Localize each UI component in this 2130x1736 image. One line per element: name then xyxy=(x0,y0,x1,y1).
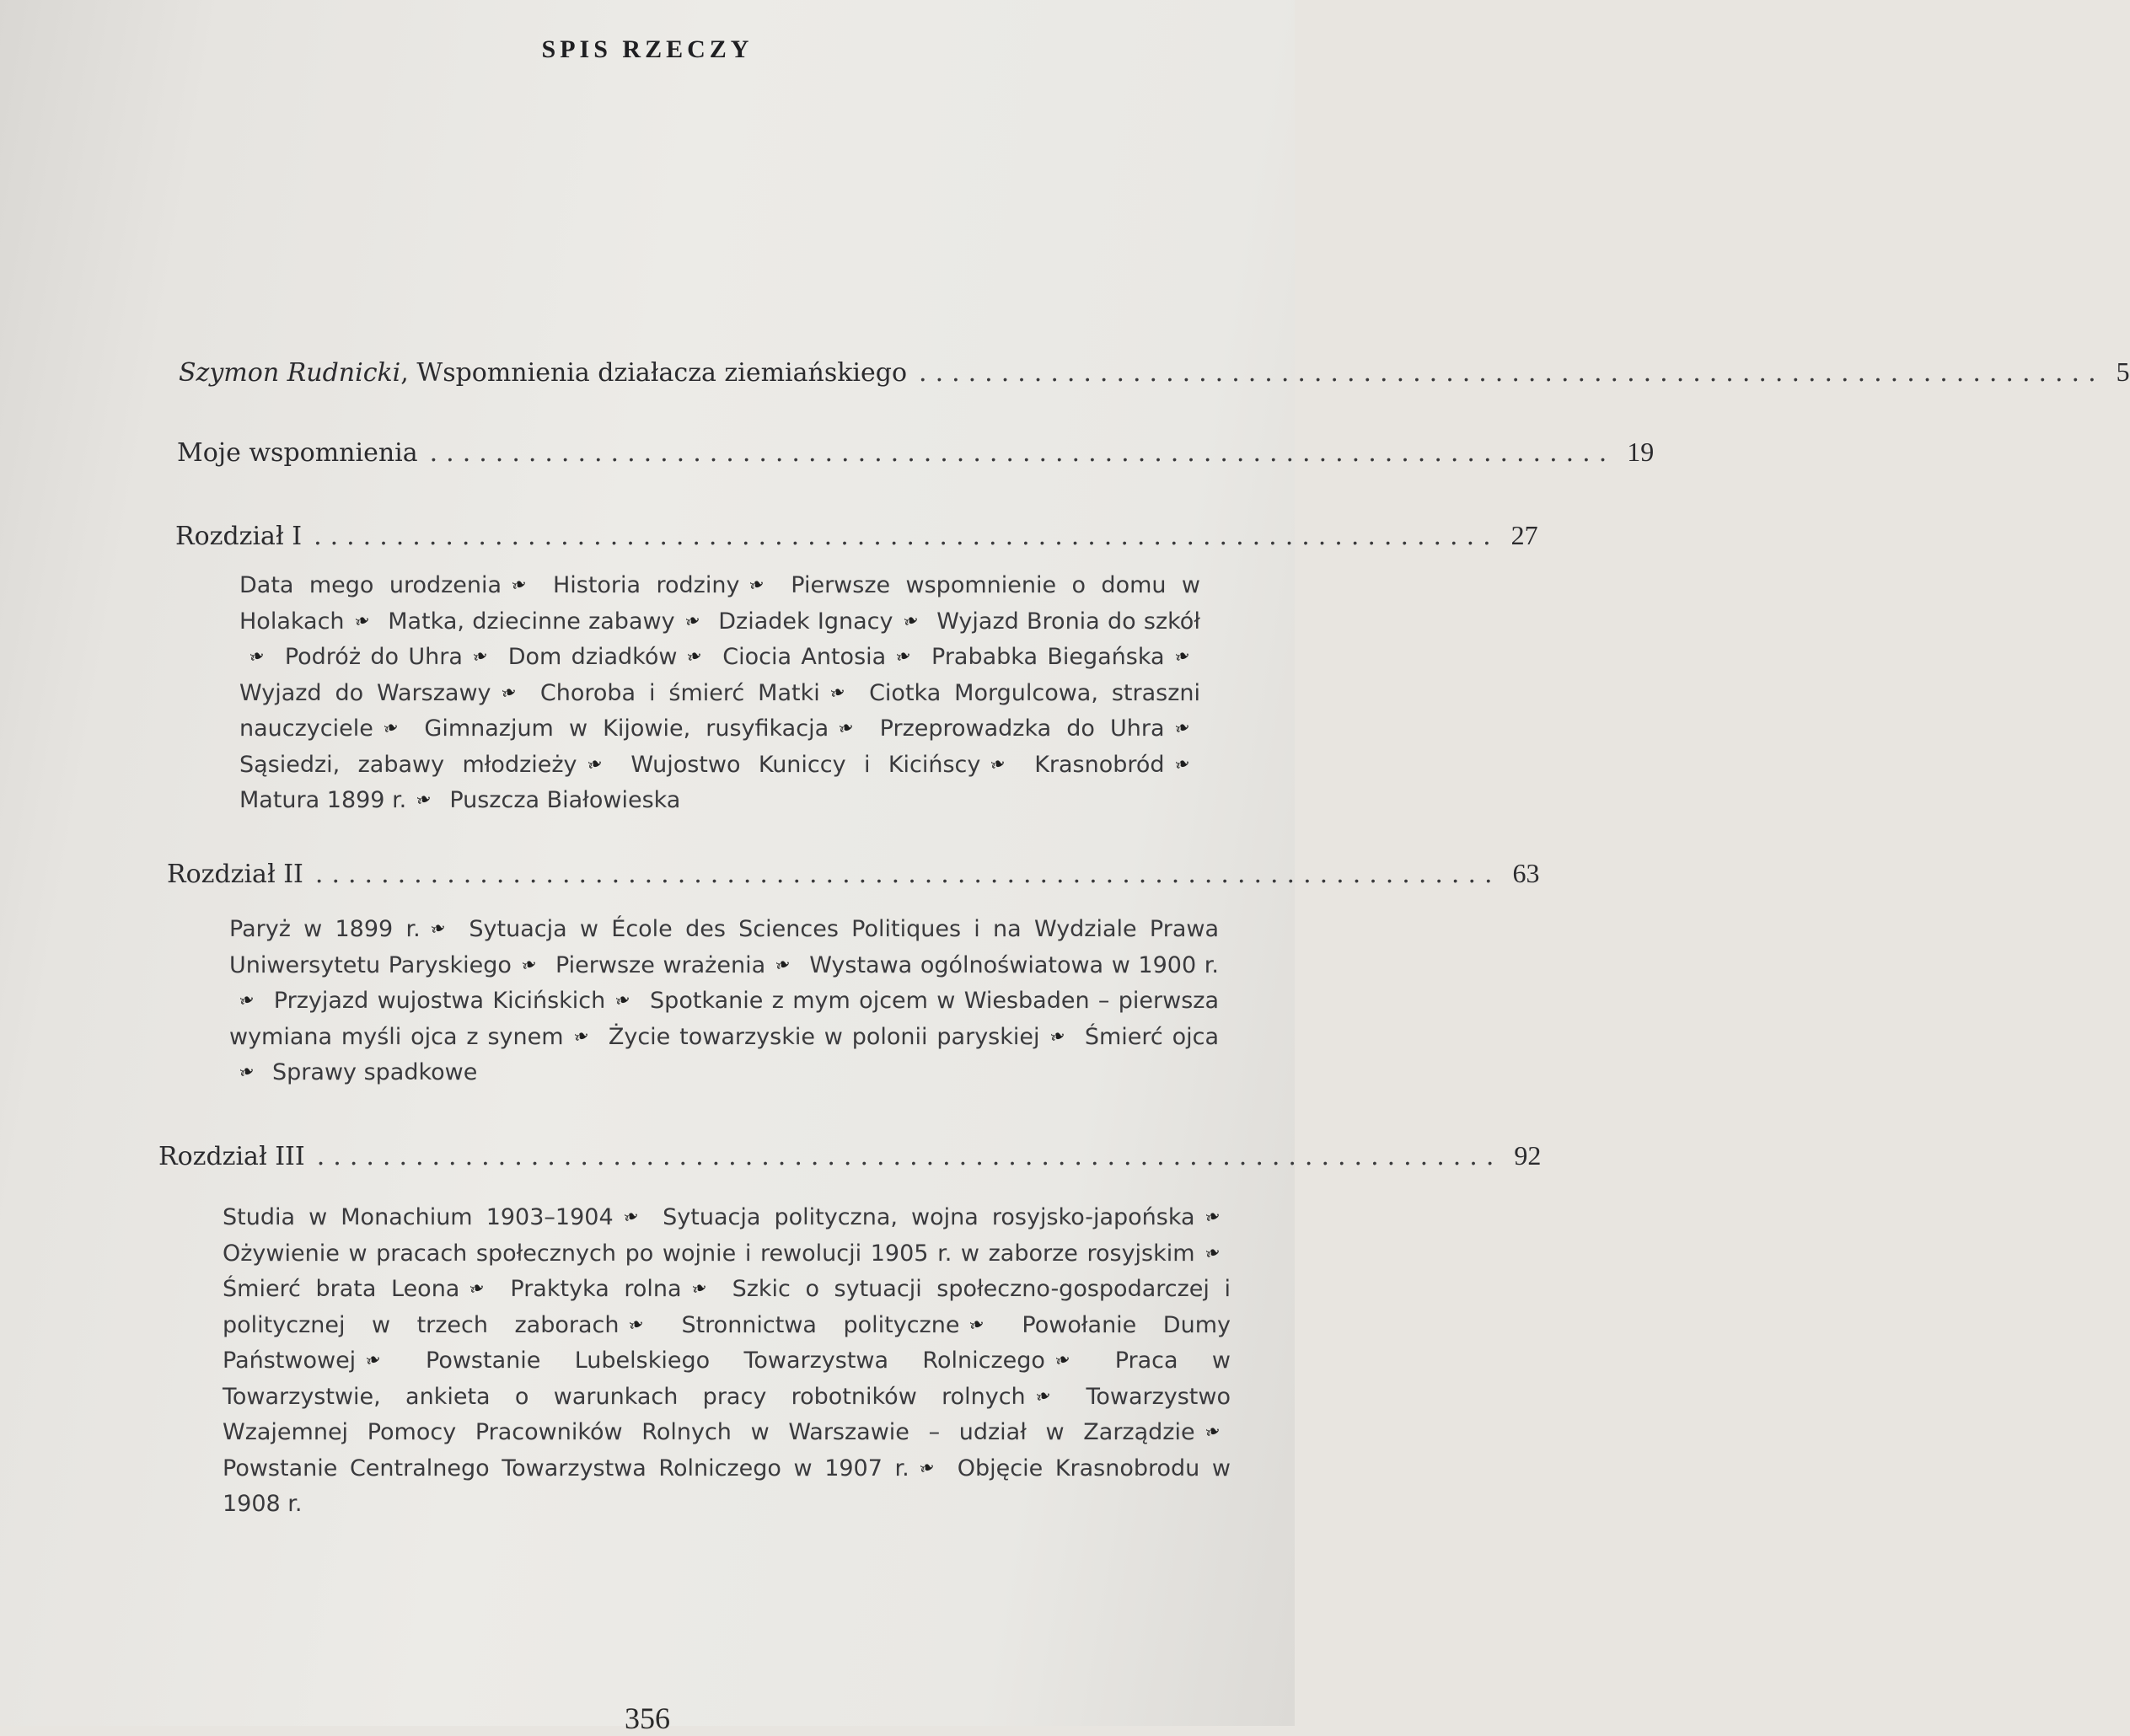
summary-topic: Podróż do Uhra xyxy=(284,644,463,670)
summary-topic: Choroba i śmierć Matki xyxy=(539,679,820,706)
summary-topic: Spotkanie z mym ojcem w Wiesbaden – pierwsza wymiana myśli ojca z synem xyxy=(229,988,1219,1050)
summary-topic: Sąsiedzi, zabawy młodzieży xyxy=(239,751,577,778)
summary-topic: Dom dziadków xyxy=(507,644,678,670)
summary-topic: Sytuacja polityczna, wojna rosyjsko-japońska xyxy=(663,1204,1195,1230)
fleuron-icon: ❧ xyxy=(612,988,635,1014)
fleuron-icon: ❧ xyxy=(466,1276,489,1302)
fleuron-icon: ❧ xyxy=(1171,644,1194,670)
dot-leader: ........................................................................ xyxy=(429,438,1616,468)
fleuron-icon: ❧ xyxy=(508,572,530,598)
fleuron-icon: ❧ xyxy=(899,608,922,634)
summary-topic: Pierwsze wspomnienie o domu w Holakach xyxy=(239,572,1200,635)
fleuron-icon: ❧ xyxy=(1201,1419,1224,1445)
fleuron-icon: ❧ xyxy=(570,1024,593,1049)
page-header: SPIS RZECZY xyxy=(541,35,754,63)
summary-topic: Stronnictwa polityczne xyxy=(681,1311,960,1338)
summary-topic: Śmierć ojca xyxy=(1084,1023,1219,1050)
summary-topic: Gimnazjum w Kijowie, rusyfikacja xyxy=(424,715,829,742)
summary-topic: Pierwsze wrażenia xyxy=(555,951,766,978)
summary-topic: Paryż w 1899 r. xyxy=(229,916,421,942)
chapter-summary xyxy=(239,568,1200,819)
fleuron-icon: ❧ xyxy=(966,1312,989,1337)
dot-leader: ........................................................................ xyxy=(316,1142,1503,1171)
toc-entry xyxy=(175,520,1538,551)
page-number: 356 xyxy=(625,1701,670,1735)
fleuron-icon: ❧ xyxy=(246,644,268,670)
summary-topic: Sytuacja w École des Sciences Politiques i na Wydziale Prawa Uniwersytetu Paryskiego xyxy=(229,916,1219,978)
fleuron-icon: ❧ xyxy=(351,608,373,634)
chapter-summary xyxy=(229,912,1219,1091)
dot-leader: ........................................................................ xyxy=(919,358,2105,388)
summary-topic: Życie towarzyskie w polonii paryskiej xyxy=(608,1023,1040,1050)
summary-topic: Przeprowadzka do Uhra xyxy=(879,715,1165,742)
fleuron-icon: ❧ xyxy=(518,952,540,978)
summary-topic: Krasnobród xyxy=(1034,751,1165,778)
summary-topic: Powstanie Lubelskiego Towarzystwa Rolniczego xyxy=(426,1348,1045,1374)
summary-topic: Dziadek Ignacy xyxy=(718,608,893,635)
fleuron-icon: ❧ xyxy=(681,608,704,634)
fleuron-icon: ❧ xyxy=(362,1348,385,1374)
fleuron-icon: ❧ xyxy=(772,952,795,978)
summary-topic: Wujostwo Kuniccy i Kicińscy xyxy=(630,751,981,778)
summary-topic: Śmierć brata Leona xyxy=(223,1276,460,1302)
summary-topic: Praca w Towarzystwie, ankieta o warunkach pracy robotników rolnych xyxy=(223,1348,1231,1410)
summary-topic: Powstanie Centralnego Towarzystwa Rolniczego w 1907 r. xyxy=(223,1455,909,1481)
toc-page-number: 5 xyxy=(2116,356,2130,387)
summary-topic: Powołanie Dumy Państwowej xyxy=(223,1311,1231,1374)
summary-topic: Towarzystwo Wzajemnej Pomocy Pracowników Rolnych w Warszawie – udział w Zarządzie xyxy=(223,1383,1231,1445)
toc-page-number: 27 xyxy=(1510,520,1538,550)
fleuron-icon: ❧ xyxy=(1201,1240,1224,1266)
fleuron-icon: ❧ xyxy=(379,715,402,742)
toc-page-number: 19 xyxy=(1627,437,1655,467)
fleuron-icon: ❧ xyxy=(826,680,849,705)
summary-topic: Sprawy spadkowe xyxy=(272,1059,478,1085)
fleuron-icon: ❧ xyxy=(1051,1348,1074,1374)
fleuron-icon: ❧ xyxy=(1171,715,1194,742)
toc-entry xyxy=(177,437,1655,468)
toc-page-number: 92 xyxy=(1514,1140,1542,1171)
fleuron-icon: ❧ xyxy=(684,644,706,670)
toc-entry-title: Rozdział II xyxy=(167,860,303,889)
toc-entry-title: Rozdział III xyxy=(158,1142,305,1171)
fleuron-icon: ❧ xyxy=(236,988,258,1014)
fleuron-icon: ❧ xyxy=(625,1312,648,1337)
summary-topic: Wystawa ogólnoświatowa w 1900 r. xyxy=(809,951,1219,978)
summary-topic: Przyjazd wujostwa Kicińskich xyxy=(273,988,606,1014)
toc-entry xyxy=(167,858,1540,889)
fleuron-icon: ❧ xyxy=(497,680,520,705)
summary-topic: Ożywienie w pracach społecznych po wojnie i rewolucji 1905 r. w zaborze rosyjskim xyxy=(223,1240,1195,1267)
fleuron-icon: ❧ xyxy=(746,572,769,598)
dot-leader: ........................................................................ xyxy=(314,860,1501,889)
fleuron-icon: ❧ xyxy=(469,644,491,670)
summary-topic: Wyjazd Bronia do szkół xyxy=(936,608,1201,635)
summary-topic: Ciotka Morgulcowa, straszni nauczyciele xyxy=(239,679,1200,742)
summary-topic: Objęcie Krasnobrodu w 1908 r. xyxy=(223,1455,1231,1517)
toc-page-number: 63 xyxy=(1512,858,1540,888)
fleuron-icon: ❧ xyxy=(688,1276,711,1302)
fleuron-icon: ❧ xyxy=(915,1455,938,1481)
fleuron-icon: ❧ xyxy=(1201,1204,1224,1230)
toc-entry-title xyxy=(179,358,907,388)
fleuron-icon: ❧ xyxy=(236,1059,258,1085)
summary-topic: Praktyka rolna xyxy=(510,1276,682,1302)
toc-entry-title: Rozdział I xyxy=(175,522,303,551)
summary-topic: Szkic o sytuacji społeczno-gospodarczej i politycznej w trzech zaborach xyxy=(223,1276,1231,1338)
summary-topic: Ciocia Antosia xyxy=(722,644,887,670)
toc-entry-author: Szymon Rudnicki xyxy=(179,358,401,388)
fleuron-icon: ❧ xyxy=(1171,752,1194,777)
summary-topic: Prababka Biegańska xyxy=(931,644,1165,670)
fleuron-icon: ❧ xyxy=(427,916,449,942)
summary-topic: Data mego urodzenia xyxy=(239,572,502,598)
summary-topic: Puszcza Białowieska xyxy=(449,787,681,813)
fleuron-icon: ❧ xyxy=(620,1204,642,1230)
fleuron-icon: ❧ xyxy=(583,752,606,777)
chapter-summary xyxy=(223,1200,1231,1523)
fleuron-icon: ❧ xyxy=(413,787,436,813)
fleuron-icon: ❧ xyxy=(1046,1024,1069,1049)
fleuron-icon: ❧ xyxy=(893,644,915,670)
fleuron-icon: ❧ xyxy=(835,715,858,742)
toc-entry xyxy=(158,1140,1542,1171)
dot-leader: ........................................................................ xyxy=(314,522,1500,551)
fleuron-icon: ❧ xyxy=(987,752,1010,777)
summary-topic: Studia w Monachium 1903–1904 xyxy=(223,1204,614,1230)
summary-topic: Matka, dziecinne zabawy xyxy=(388,608,675,635)
summary-topic: Historia rodziny xyxy=(552,572,740,598)
fleuron-icon: ❧ xyxy=(1032,1384,1054,1409)
toc-entry-title: Moje wspomnienia xyxy=(177,438,418,468)
toc-entry-title-text: , Wspomnienia działacza ziemiańskiego xyxy=(400,358,908,388)
toc-entry xyxy=(179,356,2130,388)
summary-topic: Matura 1899 r. xyxy=(239,787,407,813)
summary-topic: Wyjazd do Warszawy xyxy=(239,679,491,706)
